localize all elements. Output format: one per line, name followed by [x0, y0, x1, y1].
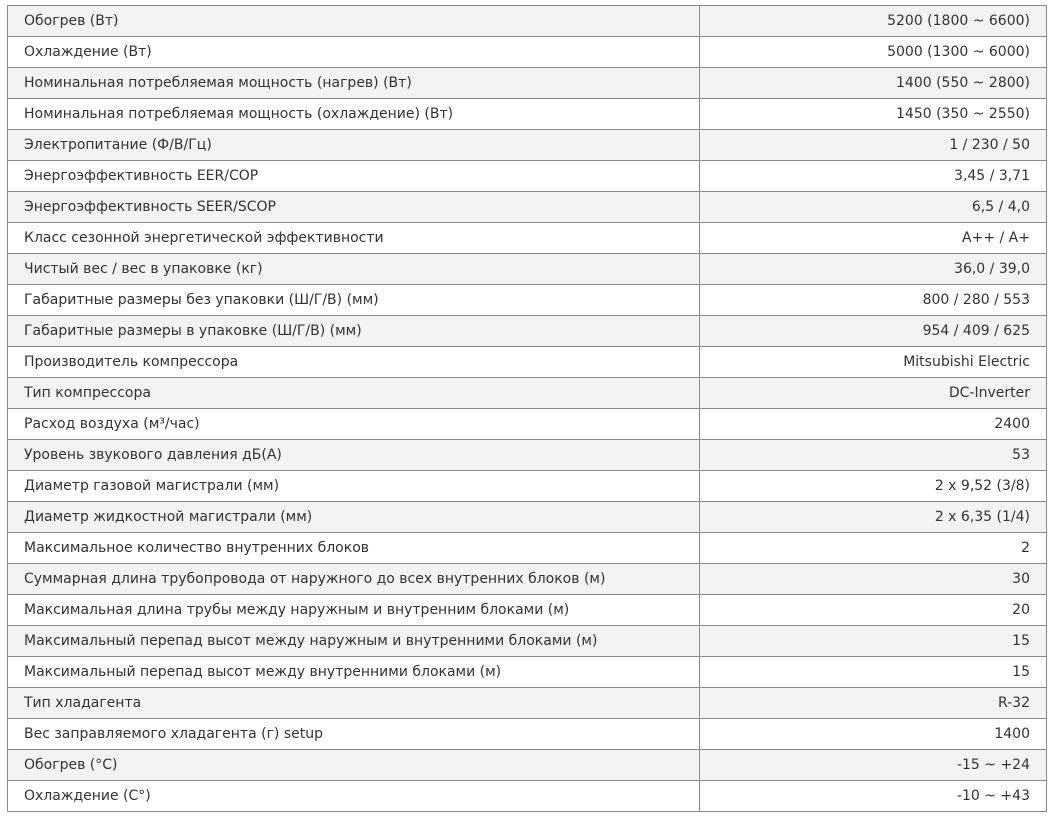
- spec-value: 20: [700, 595, 1047, 626]
- spec-value: 5000 (1300 ~ 6000): [700, 37, 1047, 68]
- spec-label: Охлаждение (Вт): [8, 37, 700, 68]
- spec-value: 954 / 409 / 625: [700, 316, 1047, 347]
- spec-row: [8, 378, 1047, 409]
- spec-label: Обогрев (Вт): [8, 6, 700, 37]
- spec-row: [8, 254, 1047, 285]
- spec-value: 1450 (350 ~ 2550): [700, 99, 1047, 130]
- spec-label: Электропитание (Ф/В/Гц): [8, 130, 700, 161]
- spec-label: Габаритные размеры в упаковке (Ш/Г/В) (мм): [8, 316, 700, 347]
- spec-value: 30: [700, 564, 1047, 595]
- spec-label: Тип хладагента: [8, 688, 700, 719]
- spec-value: DC-Inverter: [700, 378, 1047, 409]
- spec-row: [8, 68, 1047, 99]
- spec-row: [8, 6, 1047, 37]
- spec-value: 53: [700, 440, 1047, 471]
- spec-row: [8, 409, 1047, 440]
- spec-row: [8, 657, 1047, 688]
- spec-value: 3,45 / 3,71: [700, 161, 1047, 192]
- spec-value: 1400: [700, 719, 1047, 750]
- spec-label: Суммарная длина трубопровода от наружного до всех внутренних блоков (м): [8, 564, 700, 595]
- spec-value: 2400: [700, 409, 1047, 440]
- spec-label: Максимальное количество внутренних блоков: [8, 533, 700, 564]
- spec-row: [8, 161, 1047, 192]
- spec-label: Класс сезонной энергетической эффективности: [8, 223, 700, 254]
- spec-row: [8, 347, 1047, 378]
- spec-value: 36,0 / 39,0: [700, 254, 1047, 285]
- spec-label: Охлаждение (С°): [8, 781, 700, 812]
- spec-row: [8, 595, 1047, 626]
- spec-label: Вес заправляемого хладагента (г) setup: [8, 719, 700, 750]
- spec-row: [8, 37, 1047, 68]
- spec-row: [8, 688, 1047, 719]
- spec-value: 15: [700, 657, 1047, 688]
- spec-row: [8, 471, 1047, 502]
- spec-label: Чистый вес / вес в упаковке (кг): [8, 254, 700, 285]
- spec-row: [8, 502, 1047, 533]
- specifications-table: [7, 5, 1047, 812]
- spec-row: [8, 316, 1047, 347]
- spec-value: Mitsubishi Electric: [700, 347, 1047, 378]
- spec-value: 800 / 280 / 553: [700, 285, 1047, 316]
- spec-value: A++ / A+: [700, 223, 1047, 254]
- specifications-body: [8, 6, 1047, 812]
- spec-row: [8, 192, 1047, 223]
- spec-value: 1400 (550 ~ 2800): [700, 68, 1047, 99]
- spec-label: Обогрев (°C): [8, 750, 700, 781]
- spec-label: Энергоэффективность SEER/SCOP: [8, 192, 700, 223]
- spec-label: Номинальная потребляемая мощность (охлаждение) (Вт): [8, 99, 700, 130]
- spec-value: -10 ~ +43: [700, 781, 1047, 812]
- spec-label: Расход воздуха (м³/час): [8, 409, 700, 440]
- spec-row: [8, 626, 1047, 657]
- spec-label: Тип компрессора: [8, 378, 700, 409]
- spec-label: Энергоэффективность EER/COP: [8, 161, 700, 192]
- spec-row: [8, 99, 1047, 130]
- spec-label: Номинальная потребляемая мощность (нагрев) (Вт): [8, 68, 700, 99]
- spec-value: -15 ~ +24: [700, 750, 1047, 781]
- spec-value: 1 / 230 / 50: [700, 130, 1047, 161]
- spec-row: [8, 750, 1047, 781]
- spec-label: Габаритные размеры без упаковки (Ш/Г/В) (мм): [8, 285, 700, 316]
- spec-row: [8, 223, 1047, 254]
- spec-row: [8, 285, 1047, 316]
- spec-value: R-32: [700, 688, 1047, 719]
- spec-row: [8, 533, 1047, 564]
- spec-value: 2: [700, 533, 1047, 564]
- spec-row: [8, 781, 1047, 812]
- spec-label: Диаметр жидкостной магистрали (мм): [8, 502, 700, 533]
- spec-label: Максимальный перепад высот между наружным и внутренними блоками (м): [8, 626, 700, 657]
- spec-value: 15: [700, 626, 1047, 657]
- spec-row: [8, 440, 1047, 471]
- spec-value: 2 x 9,52 (3/8): [700, 471, 1047, 502]
- spec-label: Максимальная длина трубы между наружным и внутренним блоками (м): [8, 595, 700, 626]
- spec-value: 2 x 6,35 (1/4): [700, 502, 1047, 533]
- spec-label: Уровень звукового давления дБ(А): [8, 440, 700, 471]
- spec-value: 5200 (1800 ~ 6600): [700, 6, 1047, 37]
- spec-label: Производитель компрессора: [8, 347, 700, 378]
- spec-label: Диаметр газовой магистрали (мм): [8, 471, 700, 502]
- spec-row: [8, 130, 1047, 161]
- spec-row: [8, 719, 1047, 750]
- spec-label: Максимальный перепад высот между внутренними блоками (м): [8, 657, 700, 688]
- spec-row: [8, 564, 1047, 595]
- spec-value: 6,5 / 4,0: [700, 192, 1047, 223]
